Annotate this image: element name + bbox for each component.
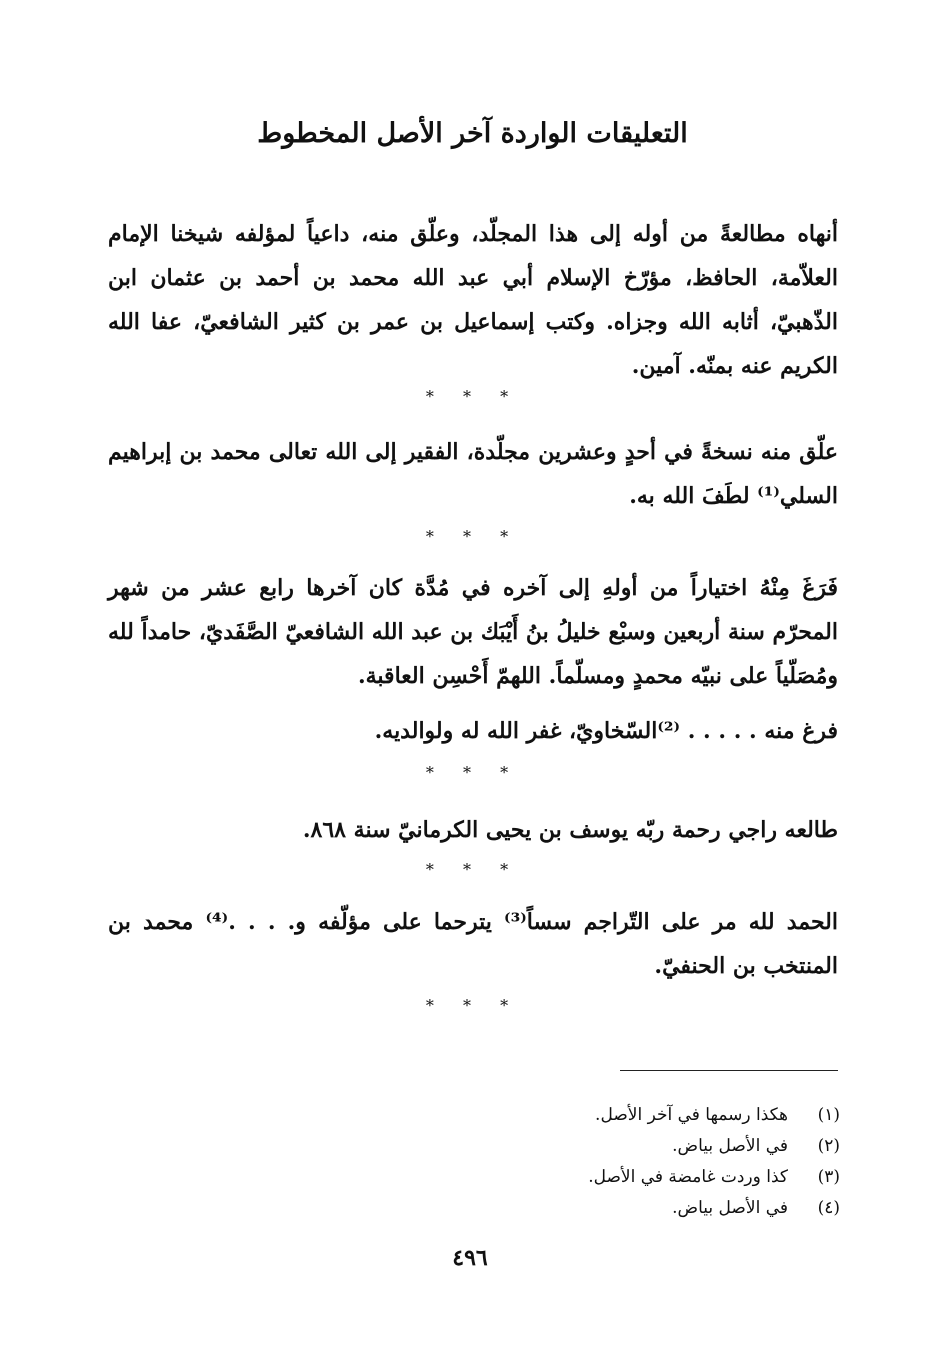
paragraph-sakhawi-note: فرغ منه . . . . . ⁽²⁾السّخاويّ، غفر الله له ولوالديه. xyxy=(374,718,838,744)
footnote-divider xyxy=(620,1070,838,1071)
paragraph-safadi-note: فَرَغَ مِنْهُ اختياراً من أولهِ إلى آخره في مُدَّة كان آخرها رابع عشر من شهر المحرّم سنة أربعين وسبْع خليلُ بنُ أَيْبَك بن عبد الله الشافعيّ الصَّفَديّ، حامداً لله ومُصَلّياً على نبيّه محمدٍ ومسلّماً. اللهمّ أَحْسِن العاقبة. xyxy=(108,575,838,689)
footnote-item xyxy=(400,1193,840,1224)
separator-4: * * * xyxy=(425,860,521,879)
page-title: التعليقات الواردة آخر الأصل المخطوط xyxy=(257,118,688,149)
footnote-number: (١) xyxy=(817,1105,840,1125)
page-number: ٤٩٦ xyxy=(452,1245,488,1271)
footnote-text: هكذا رسمها في آخر الأصل. xyxy=(595,1105,788,1125)
footnote-item xyxy=(400,1162,840,1193)
footnote-text: كذا وردت غامضة في الأصل. xyxy=(588,1167,788,1187)
paragraph-kirmani-note: طالعه راجي رحمة ربّه يوسف بن يحيى الكرمانيّ سنة ٨٦٨. xyxy=(302,817,838,843)
footnote-number: (٢) xyxy=(817,1136,840,1156)
separator-1: * * * xyxy=(425,387,521,406)
separator-5: * * * xyxy=(425,996,521,1015)
footnote-item xyxy=(400,1100,840,1131)
paragraph-hanafi-note: الحمد لله مر على التّراجم سساً⁽³⁾ يترحما على مؤلّفه و. . . .⁽⁴⁾ محمد بن المنتخب بن الحنفيّ. xyxy=(108,909,838,979)
footnote-item xyxy=(400,1131,840,1162)
paragraph-dhahabi-note: أنهاه مطالعةً من أوله إلى هذا المجلّد، وعلّق منه، داعياً لمؤلفه شيخنا الإمام العلاّمة، الحافظ، مؤرّخ الإسلام أبي عبد الله محمد بن أحمد بن عثمان ابن الذّهبيّ، أثابه الله وجزاه. وكتب إسماعيل بن عمر بن كثير الشافعيّ، عفا الله الكريم عنه بمنّه. آمين. xyxy=(108,221,838,379)
footnote-text: في الأصل بياض. xyxy=(672,1198,788,1218)
footnotes xyxy=(400,1100,840,1224)
separator-3: * * * xyxy=(425,763,521,782)
paragraph-sili-note: علّق منه نسخةً في أحدٍ وعشرين مجلّدة، الفقير إلى الله تعالى محمد بن إبراهيم السلي⁽¹⁾ لطَفَ الله به. xyxy=(108,439,838,509)
footnote-text: في الأصل بياض. xyxy=(672,1136,788,1156)
footnote-number: (٣) xyxy=(817,1167,840,1187)
separator-2: * * * xyxy=(425,527,521,546)
footnote-number: (٤) xyxy=(817,1198,840,1218)
